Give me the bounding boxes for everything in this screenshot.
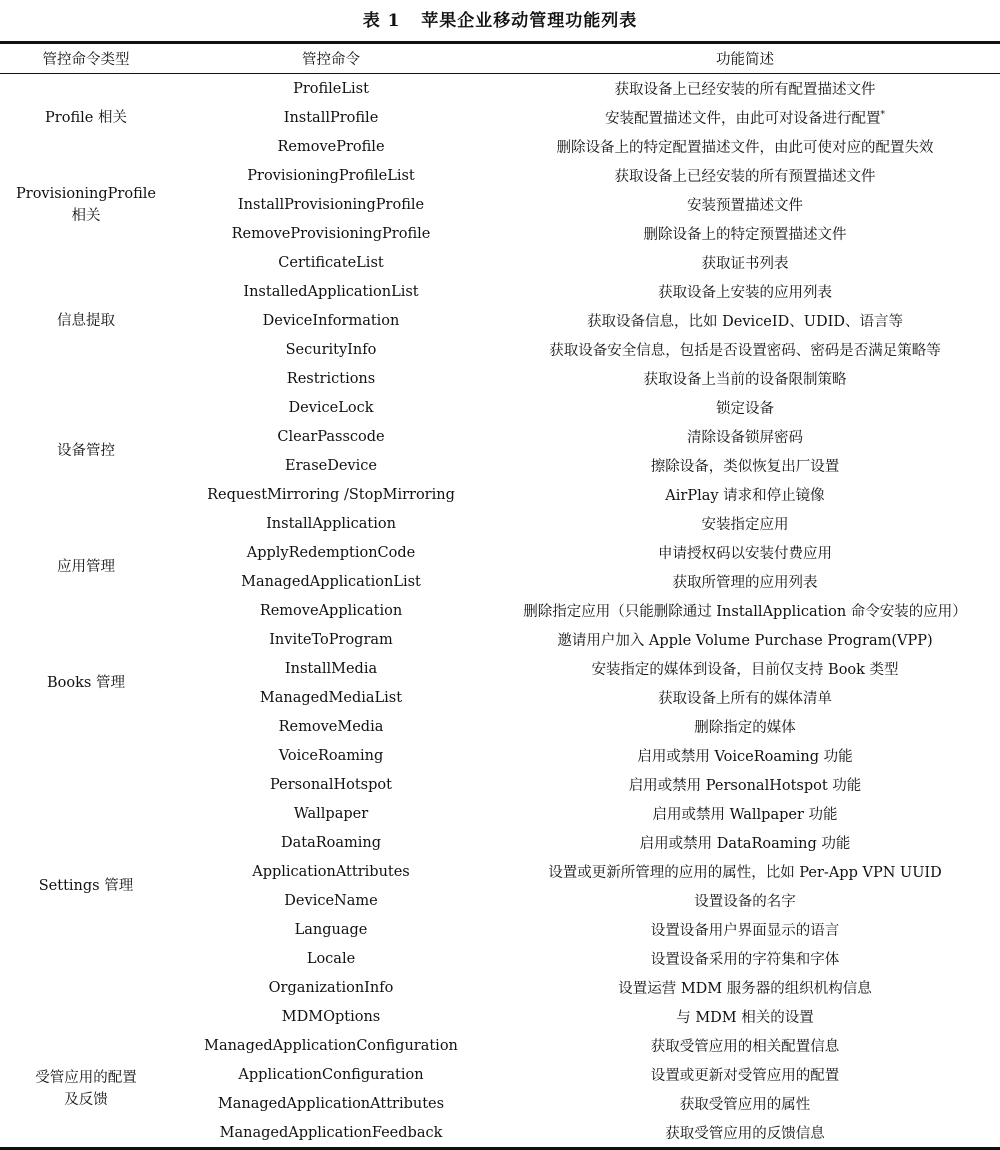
description-cell <box>490 161 1000 190</box>
description-cell <box>490 277 1000 306</box>
description-cell <box>490 1060 1000 1089</box>
description-cell <box>490 770 1000 799</box>
category-cell <box>0 74 172 162</box>
category-cell <box>0 1031 172 1149</box>
description-cell <box>490 1089 1000 1118</box>
command-cell: ManagedMediaList <box>259 689 403 706</box>
description-cell <box>490 625 1000 654</box>
description-text: 删除设备上的特定预置描述文件 <box>643 227 847 243</box>
command-cell: Locale <box>306 950 356 967</box>
category-label: Books 管理 <box>47 675 125 691</box>
category-label: 及反馈 <box>64 1092 108 1108</box>
command-cell: RequestMirroring /StopMirroring <box>207 486 455 503</box>
category-label: 信息提取 <box>57 312 115 329</box>
description-cell <box>490 886 1000 915</box>
command-cell: InviteToProgram <box>269 631 393 648</box>
table-row <box>0 161 1000 190</box>
description-cell <box>490 190 1000 219</box>
command-cell: CertificateList <box>278 254 384 271</box>
table-body <box>0 74 1000 1149</box>
command-cell: ApplicationAttributes <box>252 863 410 880</box>
command-cell: ManagedApplicationConfiguration <box>204 1037 458 1054</box>
description-text: 申请授权码以安装付费应用 <box>658 546 832 562</box>
command-cell: ApplicationConfiguration <box>238 1066 424 1083</box>
category-label: 受管应用的配置 <box>35 1070 137 1086</box>
description-text: 擦除设备，类似恢复出厂设置 <box>650 459 840 475</box>
description-text: 删除指定应用（只能删除通过 InstallApplication 命令安装的应用） <box>523 604 967 620</box>
description-cell <box>490 219 1000 248</box>
description-cell <box>490 1002 1000 1031</box>
command-cell: InstallProvisioningProfile <box>237 196 425 213</box>
command-cell: InstallApplication <box>266 515 396 532</box>
description-text: 获取设备上已经安装的所有预置描述文件 <box>614 169 876 185</box>
command-cell: DeviceLock <box>288 399 374 416</box>
description-text: 设置设备用户界面显示的语言 <box>650 923 840 939</box>
description-cell <box>490 596 1000 625</box>
table-row <box>0 248 1000 277</box>
category-label: 应用管理 <box>57 559 115 575</box>
description-text: 获取受管应用的相关配置信息 <box>650 1039 840 1055</box>
description-text: 清除设备锁屏密码 <box>687 430 803 446</box>
category-cell <box>0 161 172 248</box>
description-cell <box>490 973 1000 1002</box>
description-cell <box>490 654 1000 683</box>
command-cell: Language <box>294 921 368 938</box>
command-cell: ClearPasscode <box>277 428 385 445</box>
description-text: 安装指定的媒体到设备，目前仅支持 Book 类型 <box>591 662 899 678</box>
command-cell: Wallpaper <box>293 805 369 822</box>
description-text: 设置或更新所管理的应用的属性，比如 Per-App VPN UUID <box>548 865 942 881</box>
description-text: 设置设备的名字 <box>694 894 796 910</box>
description-text: 获取设备信息，比如 DeviceID、UDID、语言等 <box>587 314 903 330</box>
command-cell: ManagedApplicationList <box>241 573 421 590</box>
description-text: 安装预置描述文件 <box>687 198 803 214</box>
description-cell <box>490 451 1000 480</box>
description-text: 获取设备上所有的媒体清单 <box>658 691 832 707</box>
command-cell: OrganizationInfo <box>268 979 394 996</box>
command-cell: SecurityInfo <box>285 341 377 358</box>
category-cell <box>0 393 172 509</box>
category-label: Settings 管理 <box>38 878 134 894</box>
description-text: 启用或禁用 PersonalHotspot 功能 <box>628 778 862 794</box>
header-description: 功能简述 <box>716 52 774 68</box>
description-cell <box>490 538 1000 567</box>
command-cell: InstallProfile <box>283 109 379 126</box>
description-cell <box>490 422 1000 451</box>
category-cell <box>0 248 172 393</box>
description-cell <box>490 712 1000 741</box>
description-text: 启用或禁用 VoiceRoaming 功能 <box>637 749 853 765</box>
description-text: 启用或禁用 Wallpaper 功能 <box>652 807 838 823</box>
table-row <box>0 625 1000 654</box>
table-caption: 表 1 苹果企业移动管理功能列表 <box>362 11 638 31</box>
table-header <box>0 43 1000 74</box>
description-text: 获取受管应用的属性 <box>679 1097 811 1113</box>
command-cell: DeviceName <box>284 892 378 909</box>
description-text: 与 MDM 相关的设置 <box>676 1010 814 1026</box>
description-cell <box>490 944 1000 973</box>
description-text: 设置设备采用的字符集和字体 <box>650 952 840 968</box>
command-cell: ProvisioningProfileList <box>247 167 415 184</box>
description-text: 获取设备安全信息，包括是否设置密码、密码是否满足策略等 <box>549 343 941 359</box>
table-row <box>0 741 1000 770</box>
description-text: 获取受管应用的反馈信息 <box>665 1126 825 1142</box>
description-cell <box>490 1031 1000 1060</box>
description-text: 锁定设备 <box>716 401 774 417</box>
header-row <box>0 43 1000 74</box>
footnote-marker: * <box>880 110 885 121</box>
description-cell <box>490 509 1000 538</box>
description-text: AirPlay 请求和停止镜像 <box>665 488 825 504</box>
description-cell <box>490 132 1000 161</box>
description-cell <box>490 393 1000 422</box>
description-text: 邀请用户加入 Apple Volume Purchase Program(VPP) <box>557 633 933 649</box>
description-text: 获取所管理的应用列表 <box>672 575 818 591</box>
description-cell <box>490 364 1000 393</box>
description-text: 获取证书列表 <box>701 256 789 272</box>
description-text: 设置运营 MDM 服务器的组织机构信息 <box>618 981 872 997</box>
category-label: 相关 <box>71 207 101 224</box>
description-cell <box>490 335 1000 364</box>
description-cell <box>490 683 1000 712</box>
description-text: 设置或更新对受管应用的配置 <box>650 1068 840 1084</box>
command-cell: MDMOptions <box>281 1008 381 1025</box>
description-cell <box>490 480 1000 509</box>
command-cell: InstallMedia <box>284 660 378 677</box>
table-row <box>0 74 1000 104</box>
command-cell: ManagedApplicationAttributes <box>217 1095 445 1112</box>
command-cell: DataRoaming <box>280 834 382 851</box>
table-row <box>0 1031 1000 1060</box>
header-command: 管控命令 <box>302 52 360 68</box>
description-cell <box>490 915 1000 944</box>
mdm-command-table <box>0 41 1000 1150</box>
category-label: 设备管控 <box>57 443 115 459</box>
description-cell <box>490 1118 1000 1149</box>
category-cell <box>0 509 172 625</box>
command-cell: InstalledApplicationList <box>243 283 419 300</box>
command-cell: RemoveProfile <box>277 138 385 155</box>
command-cell: VoiceRoaming <box>278 747 384 764</box>
category-cell <box>0 741 172 1031</box>
command-cell: Restrictions <box>286 370 376 387</box>
description-cell <box>490 741 1000 770</box>
description-text: 获取设备上已经安装的所有配置描述文件 <box>614 82 876 98</box>
description-text: 删除指定的媒体 <box>694 720 796 736</box>
command-cell: ProfileList <box>293 80 369 97</box>
description-text: 删除设备上的特定配置描述文件，由此可使对应的配置失效 <box>556 140 934 156</box>
header-category: 管控命令类型 <box>42 52 130 68</box>
category-label: Profile 相关 <box>45 109 127 126</box>
description-cell <box>490 799 1000 828</box>
command-cell: RemoveApplication <box>259 602 403 619</box>
command-cell: ApplyRedemptionCode <box>246 544 416 561</box>
description-text: 安装配置描述文件，由此可对设备进行配置 <box>605 111 881 127</box>
description-text: 安装指定应用 <box>701 517 789 533</box>
command-cell: EraseDevice <box>285 457 377 474</box>
category-cell <box>0 625 172 741</box>
description-cell <box>490 567 1000 596</box>
command-cell: RemoveProvisioningProfile <box>231 225 431 242</box>
description-text: 启用或禁用 DataRoaming 功能 <box>639 836 851 852</box>
table-row <box>0 509 1000 538</box>
description-text: 获取设备上安装的应用列表 <box>658 285 832 301</box>
description-cell <box>490 306 1000 335</box>
description-text: 获取设备上当前的设备限制策略 <box>643 372 847 388</box>
category-label: ProvisioningProfile <box>16 185 156 202</box>
command-cell: DeviceInformation <box>262 312 400 329</box>
command-cell: PersonalHotspot <box>270 776 392 793</box>
table-row <box>0 393 1000 422</box>
description-cell <box>490 248 1000 277</box>
command-cell: RemoveMedia <box>278 718 384 735</box>
description-cell <box>490 74 1000 104</box>
command-cell: ManagedApplicationFeedback <box>219 1124 443 1141</box>
description-cell <box>490 857 1000 886</box>
description-cell <box>490 103 1000 132</box>
description-cell <box>490 828 1000 857</box>
